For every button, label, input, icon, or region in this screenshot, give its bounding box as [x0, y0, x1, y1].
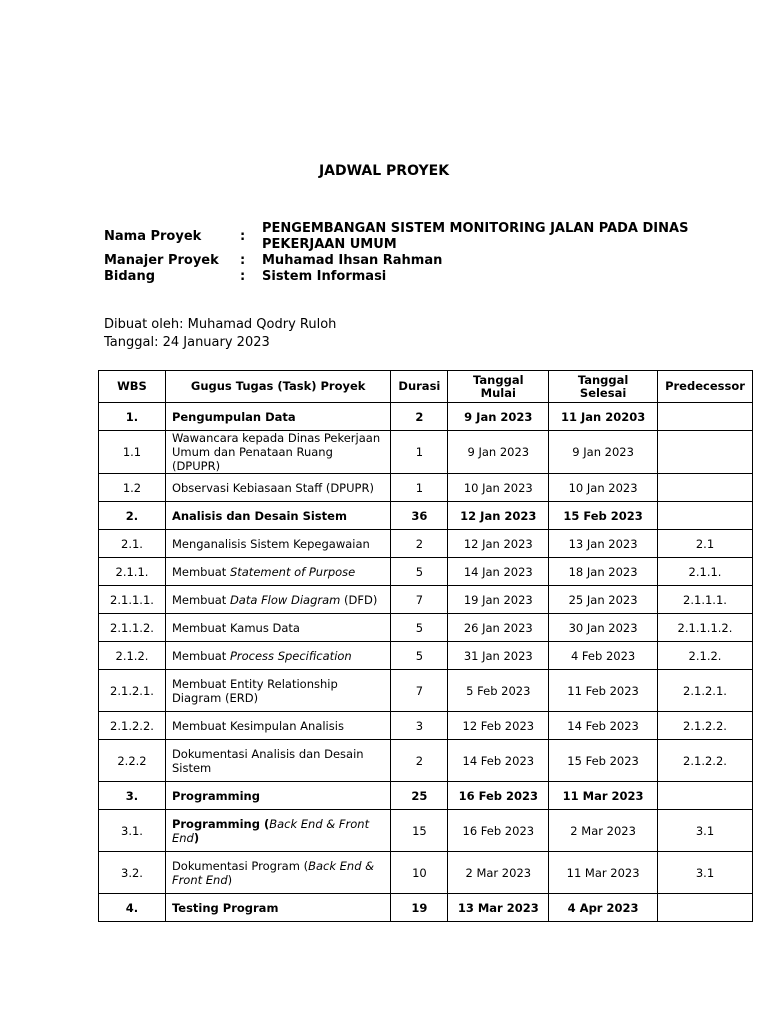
header-duration: Durasi	[391, 371, 448, 403]
table-row	[99, 782, 753, 810]
task-italic-text: Process Specification	[229, 648, 352, 663]
cell-duration: 2	[391, 740, 448, 782]
cell-duration: 19	[391, 894, 448, 922]
cell-wbs: 3.1.	[99, 810, 166, 852]
cell-predecessor: 2.1.2.2.	[657, 740, 752, 782]
task-text-suffix: (DFD)	[340, 592, 378, 607]
info-label: Manajer Proyek	[104, 253, 219, 268]
cell-end-date: 11 Jan 20203	[549, 403, 658, 431]
cell-task: Wawancara kepada Dinas Pekerjaan Umum dan Penataan Ruang (DPUPR)	[165, 431, 390, 474]
table-row	[99, 852, 753, 894]
table-header-row	[99, 371, 753, 403]
task-text: Membuat	[171, 564, 230, 579]
cell-start-date: 19 Jan 2023	[448, 586, 549, 614]
table-row	[99, 894, 753, 922]
task-text: Membuat	[171, 592, 230, 607]
cell-task: Menganalisis Sistem Kepegawaian	[165, 530, 390, 558]
created-by: Dibuat oleh: Muhamad Qodry Ruloh	[104, 317, 337, 332]
cell-predecessor: 2.1	[657, 530, 752, 558]
cell-end-date: 18 Jan 2023	[549, 558, 658, 586]
cell-task	[165, 642, 390, 670]
cell-start-date: 9 Jan 2023	[448, 403, 549, 431]
document-title: JADWAL PROYEK	[318, 163, 450, 179]
task-text-suffix: )	[227, 872, 233, 887]
cell-task: Analisis dan Desain Sistem	[165, 502, 390, 530]
cell-start-date: 13 Mar 2023	[448, 894, 549, 922]
cell-duration: 36	[391, 502, 448, 530]
cell-predecessor	[657, 403, 752, 431]
table-row	[99, 558, 753, 586]
task-text-suffix: )	[193, 830, 200, 845]
cell-task: Membuat Entity Relationship Diagram (ERD)	[165, 670, 390, 712]
cell-wbs: 1.2	[99, 474, 166, 502]
document-date: Tanggal: 24 January 2023	[104, 335, 270, 350]
cell-end-date: 25 Jan 2023	[549, 586, 658, 614]
cell-start-date: 5 Feb 2023	[448, 670, 549, 712]
table-row	[99, 712, 753, 740]
info-label: Nama Proyek	[104, 229, 202, 244]
info-label: Bidang	[104, 269, 156, 284]
cell-start-date: 12 Feb 2023	[448, 712, 549, 740]
cell-duration: 3	[391, 712, 448, 740]
cell-end-date: 9 Jan 2023	[549, 431, 658, 474]
cell-predecessor: 3.1	[657, 810, 752, 852]
cell-wbs: 1.	[99, 403, 166, 431]
task-text: Programming (	[171, 816, 270, 831]
cell-task: Programming	[165, 782, 390, 810]
cell-end-date: 30 Jan 2023	[549, 614, 658, 642]
cell-task	[165, 558, 390, 586]
cell-predecessor	[657, 431, 752, 474]
cell-wbs: 2.1.2.2.	[99, 712, 166, 740]
cell-duration: 7	[391, 670, 448, 712]
cell-start-date: 12 Jan 2023	[448, 530, 549, 558]
cell-wbs: 3.	[99, 782, 166, 810]
schedule-table	[98, 370, 753, 922]
cell-end-date: 11 Mar 2023	[549, 782, 658, 810]
cell-wbs: 2.1.1.2.	[99, 614, 166, 642]
cell-predecessor	[657, 474, 752, 502]
cell-start-date: 16 Feb 2023	[448, 810, 549, 852]
cell-start-date: 16 Feb 2023	[448, 782, 549, 810]
cell-start-date: 12 Jan 2023	[448, 502, 549, 530]
cell-duration: 10	[391, 852, 448, 894]
cell-task: Membuat Kesimpulan Analisis	[165, 712, 390, 740]
header-end-date: Tanggal Selesai	[549, 371, 658, 403]
cell-predecessor: 2.1.1.1.2.	[657, 614, 752, 642]
task-italic-text: Data Flow Diagram	[229, 592, 341, 607]
cell-duration: 1	[391, 474, 448, 502]
cell-wbs: 2.	[99, 502, 166, 530]
header-start-date: Tanggal Mulai	[448, 371, 549, 403]
cell-duration: 5	[391, 558, 448, 586]
table-row	[99, 474, 753, 502]
cell-duration: 2	[391, 403, 448, 431]
cell-wbs: 1.1	[99, 431, 166, 474]
cell-wbs: 2.1.	[99, 530, 166, 558]
header-wbs: WBS	[99, 371, 166, 403]
table-row	[99, 670, 753, 712]
cell-end-date: 11 Feb 2023	[549, 670, 658, 712]
info-colon: :	[240, 253, 246, 268]
cell-task	[165, 852, 390, 894]
cell-end-date: 14 Feb 2023	[549, 712, 658, 740]
cell-start-date: 9 Jan 2023	[448, 431, 549, 474]
cell-predecessor: 2.1.1.1.	[657, 586, 752, 614]
cell-start-date: 14 Jan 2023	[448, 558, 549, 586]
cell-task: Observasi Kebiasaan Staff (DPUPR)	[165, 474, 390, 502]
cell-wbs: 2.1.2.1.	[99, 670, 166, 712]
cell-wbs: 2.1.1.	[99, 558, 166, 586]
cell-predecessor: 2.1.1.	[657, 558, 752, 586]
table-row	[99, 431, 753, 474]
cell-end-date: 2 Mar 2023	[549, 810, 658, 852]
info-value: PENGEMBANGAN SISTEM MONITORING JALAN PADA DINAS PEKERJAAN UMUM	[262, 221, 689, 252]
table-row	[99, 530, 753, 558]
cell-end-date: 11 Mar 2023	[549, 852, 658, 894]
task-italic-text: Back End & Front End	[171, 858, 375, 887]
cell-end-date: 4 Apr 2023	[549, 894, 658, 922]
table-row	[99, 642, 753, 670]
cell-start-date: 26 Jan 2023	[448, 614, 549, 642]
info-value: Muhamad Ihsan Rahman	[262, 253, 443, 268]
info-colon: :	[240, 269, 246, 284]
cell-start-date: 10 Jan 2023	[448, 474, 549, 502]
cell-end-date: 13 Jan 2023	[549, 530, 658, 558]
cell-start-date: 31 Jan 2023	[448, 642, 549, 670]
cell-predecessor: 2.1.2.2.	[657, 712, 752, 740]
cell-task: Membuat Kamus Data	[165, 614, 390, 642]
cell-predecessor: 2.1.2.1.	[657, 670, 752, 712]
cell-end-date: 10 Jan 2023	[549, 474, 658, 502]
cell-duration: 5	[391, 614, 448, 642]
table-row	[99, 614, 753, 642]
cell-end-date: 4 Feb 2023	[549, 642, 658, 670]
task-italic-text: Back End & Front End	[171, 816, 370, 845]
info-colon: :	[240, 229, 246, 244]
cell-predecessor	[657, 894, 752, 922]
cell-wbs: 3.2.	[99, 852, 166, 894]
cell-task: Pengumpulan Data	[165, 403, 390, 431]
cell-start-date: 2 Mar 2023	[448, 852, 549, 894]
cell-duration: 7	[391, 586, 448, 614]
cell-duration: 25	[391, 782, 448, 810]
table-row	[99, 502, 753, 530]
table-row	[99, 740, 753, 782]
cell-wbs: 2.1.1.1.	[99, 586, 166, 614]
cell-task: Dokumentasi Analisis dan Desain Sistem	[165, 740, 390, 782]
task-italic-text: Statement of Purpose	[229, 564, 356, 579]
header-task: Gugus Tugas (Task) Proyek	[165, 371, 390, 403]
cell-predecessor	[657, 502, 752, 530]
cell-duration: 1	[391, 431, 448, 474]
cell-end-date: 15 Feb 2023	[549, 502, 658, 530]
table-row	[99, 810, 753, 852]
cell-task	[165, 586, 390, 614]
cell-wbs: 2.1.2.	[99, 642, 166, 670]
table-row	[99, 403, 753, 431]
cell-start-date: 14 Feb 2023	[448, 740, 549, 782]
cell-predecessor	[657, 782, 752, 810]
cell-predecessor: 3.1	[657, 852, 752, 894]
table-row	[99, 586, 753, 614]
cell-wbs: 2.2.2	[99, 740, 166, 782]
cell-task: Testing Program	[165, 894, 390, 922]
cell-end-date: 15 Feb 2023	[549, 740, 658, 782]
info-value: Sistem Informasi	[262, 269, 387, 284]
cell-wbs: 4.	[99, 894, 166, 922]
task-text: Membuat	[171, 648, 230, 663]
cell-duration: 2	[391, 530, 448, 558]
cell-duration: 15	[391, 810, 448, 852]
cell-task	[165, 810, 390, 852]
cell-predecessor: 2.1.2.	[657, 642, 752, 670]
cell-duration: 5	[391, 642, 448, 670]
task-text: Dokumentasi Program (	[171, 858, 309, 873]
header-predecessor: Predecessor	[657, 371, 752, 403]
